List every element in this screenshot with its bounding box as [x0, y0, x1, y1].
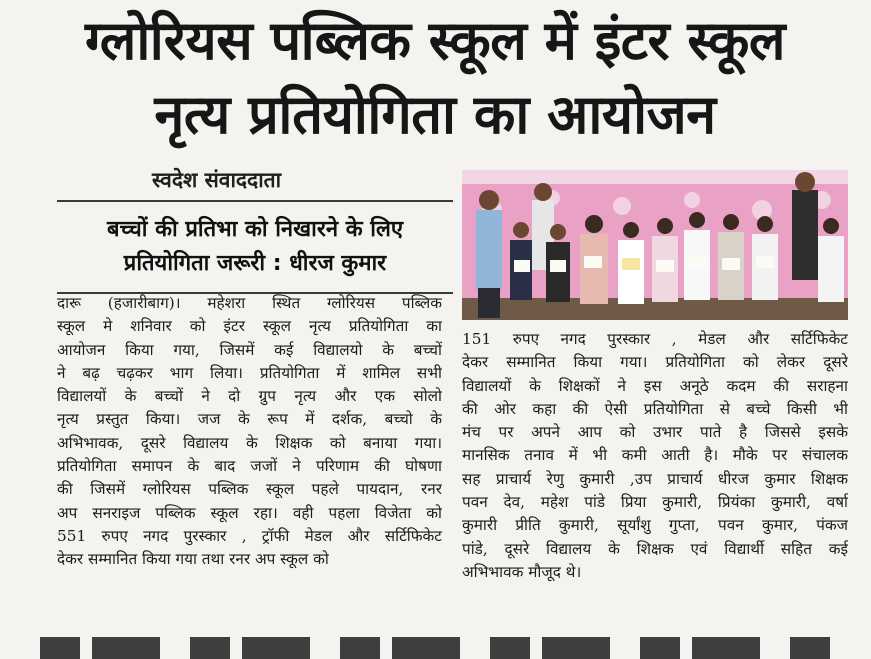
headline-line-1: ग्लोरियस पब्लिक स्कूल में इंटर स्कूल: [85, 9, 785, 72]
article-line: 151 रुपए नगद पुरस्कार , मेडल और सर्टिफिकेट: [462, 330, 848, 348]
article-line: दारू (हजारीबाग)। महेशरा स्थित ग्लोरियस पब्लिक: [57, 294, 442, 312]
article-line: पवन देव, महेश पांडे प्रिया कुमारी, प्रियंका कुमारी, वर्षा: [462, 493, 848, 512]
article-line: ने बढ़ चढ़कर भाग लिया। प्रतियोगिता में शामिल सभी: [57, 363, 442, 382]
article-line: देकर सम्मानित किया गया तथा रनर अप स्कूल को: [57, 550, 329, 569]
byline: स्वदेश संवाददाता: [152, 168, 282, 192]
article-line: 551 रुपए नगद पुरस्कार , ट्रॉफी मेडल और सर्टिफिकेट: [57, 526, 442, 545]
headline-line-2: नृत्य प्रतियोगिता का आयोजन: [154, 83, 716, 146]
headline: [20, 4, 850, 152]
article-line: आयोजन किया गया, जिसमें कई विद्यालयो के बच्चों: [57, 340, 442, 359]
article-line: प्रतियोगिता समापन के बाद जजों ने परिणाम की घोषणा: [57, 457, 442, 476]
article-line: नृत्य प्रस्तुत किया। जज के रूप में दर्शक, बच्चो के: [57, 410, 442, 429]
article-line: स्कूल मे शनिवार को इंटर स्कूल नृत्य प्रतियोगिता का: [57, 317, 442, 336]
event-photo-illustration: [462, 170, 848, 320]
article-line: विद्यालयों के शिक्षकों ने इस अनूठे कदम की सराहना: [462, 376, 848, 395]
article-line: अभिभावक, दूसरे विद्यालय के शिक्षक को बनाया गया।: [57, 433, 442, 452]
photo-sky: [462, 170, 848, 184]
article-column-left: [57, 292, 442, 572]
article-line: कुमारी प्रीति कुमारी, सूर्यांशु गुप्ता, पवन कुमार, पंकज: [462, 516, 848, 535]
article-line: सह प्राचार्य रेणु कुमारी ,उप प्राचार्य धीरज कुमार शिक्षक: [462, 469, 848, 488]
subheading-line-1: बच्चों की प्रतिभा को निखारने के लिए: [106, 217, 404, 242]
article-line: विद्यालयों के बच्चों ने दो ग्रुप नृत्य और एक सोलो: [57, 387, 442, 406]
article-column-right: [462, 328, 848, 584]
article-line: अप सनराइज पब्लिक स्कूल रहा। वही पहला विजेता को: [57, 503, 442, 522]
article-line: मंच पर अपने आप को उभार पाते है जिससे इसके: [462, 423, 848, 442]
article-line: पांडे, दूसरे विद्यालय के शिक्षक एवं विद्यार्थी सहित कई: [462, 539, 848, 558]
event-photo: [462, 170, 848, 320]
subheading-box: [57, 200, 453, 294]
subheading-line-2: प्रतियोगिता जरूरी : धीरज कुमार: [123, 251, 387, 276]
article-line: की ओर कहा की ऐसी प्रतियोगिता से बच्चे किसी भी: [462, 399, 848, 418]
article-line: अभिभावक मौजूद थे।: [462, 562, 582, 581]
subheading: [107, 213, 403, 281]
article-line: की जिसमें ग्लोरियस पब्लिक स्कूल पहले पायदान, रनर: [57, 480, 442, 499]
article-line: मानसिक तनाव में भी कमी आती है। मौके पर संचालक: [462, 446, 848, 465]
article-line: देकर सम्मानित किया गया। प्रतियोगिता को लेकर दूसरे: [462, 353, 848, 372]
